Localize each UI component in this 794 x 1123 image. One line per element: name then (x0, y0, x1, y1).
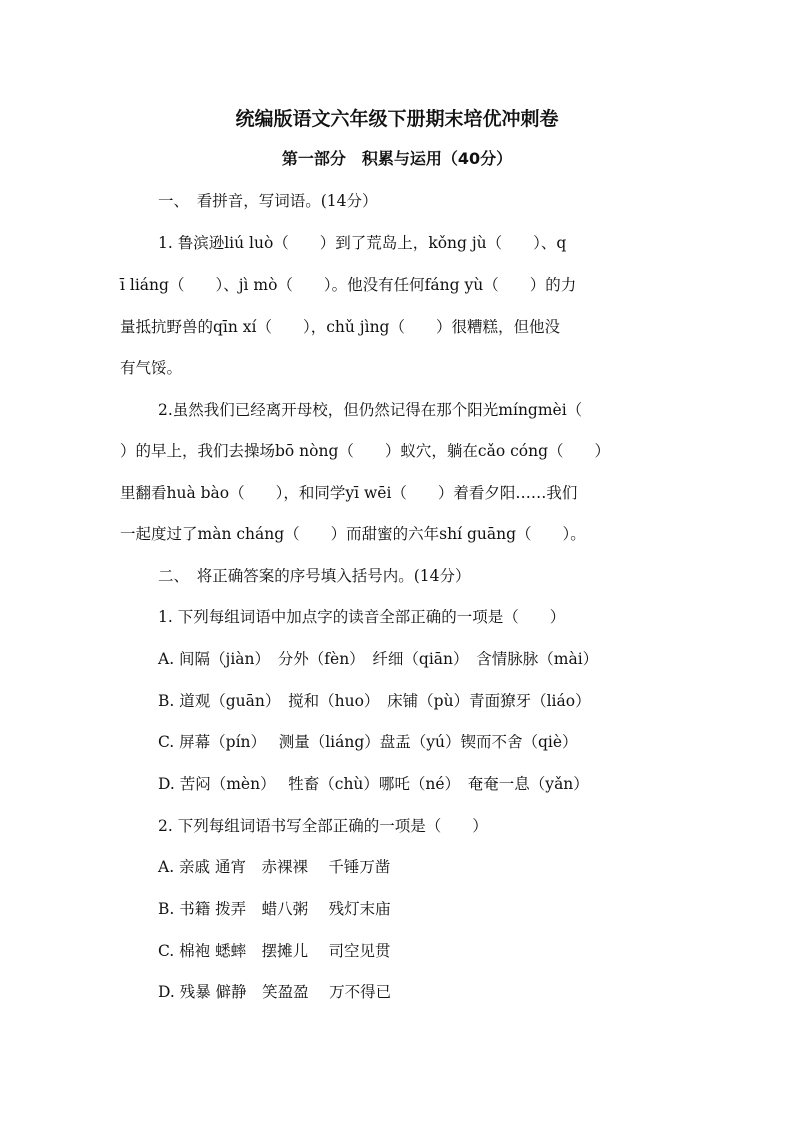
question-1-1-line-1: 1. 鲁滨逊liú luò（ ）到了荒岛上，kǒng jù（ ）、q (158, 234, 567, 252)
question-1-1-line-4: 有气馁。 (120, 359, 183, 377)
part-heading: 第一部分 积累与运用（40分） (281, 149, 513, 168)
question-2-1-option-b: B. 道观（guān） 搅和（huo） 床铺（pù）青面獠牙（liáo） (158, 692, 591, 710)
section-2-heading: 二、 将正确答案的序号填入括号内。(14分） (158, 567, 471, 585)
question-2-2-option-a: A. 亲戚 通宵 赤裸裸 千锤万凿 (158, 858, 391, 876)
question-1-2-line-4: 一起度过了màn cháng（ ）而甜蜜的六年shí guāng（ ）。 (120, 525, 586, 543)
exam-title: 统编版语文六年级下册期末培优冲刺卷 (235, 108, 559, 130)
question-2-1-option-a: A. 间隔（jiàn） 分外（fèn） 纤细（qiān） 含情脉脉（mài） (158, 650, 599, 668)
question-2-1-option-c: C. 屏幕（pín） 测量（liáng）盘盂（yú）锲而不舍（qiè） (158, 733, 578, 751)
question-1-2-line-2: ）的早上，我们去操场bō nòng（ ）蚁穴，躺在cǎo cóng（ ） (120, 442, 611, 460)
question-1-2-line-1: 2.虽然我们已经离开母校，但仍然记得在那个阳光míngmèi（ (158, 401, 583, 419)
question-2-2-option-d: D. 残暴 僻静 笑盈盈 万不得已 (158, 983, 392, 1001)
section-1-heading: 一、 看拼音，写词语。(14分） (158, 192, 378, 210)
question-2-1-option-d: D. 苦闷（mèn） 牲畜（chù）哪吒（né） 奄奄一息（yǎn） (158, 775, 589, 793)
question-1-2-line-3: 里翻看huà bào（ ），和同学yī wēi（ ）着看夕阳……我们 (120, 484, 578, 502)
question-2-2-stem: 2. 下列每组词语书写全部正确的一项是（ ） (158, 817, 488, 835)
question-2-2-option-c: C. 棉袍 蟋蟀 摆摊儿 司空见贯 (158, 942, 391, 960)
question-2-1-stem: 1. 下列每组词语中加点字的读音全部正确的一项是（ ） (158, 608, 566, 626)
question-2-2-option-b: B. 书籍 拨弄 蜡八粥 残灯末庙 (158, 900, 391, 918)
question-1-1-line-2: ī liáng（ ）、jì mò（ ）。他没有任何fáng yù（ ）的力 (120, 276, 577, 294)
question-1-1-line-3: 量抵抗野兽的qīn xí（ ），chǔ jìng（ ）很糟糕，但他没 (120, 318, 560, 336)
